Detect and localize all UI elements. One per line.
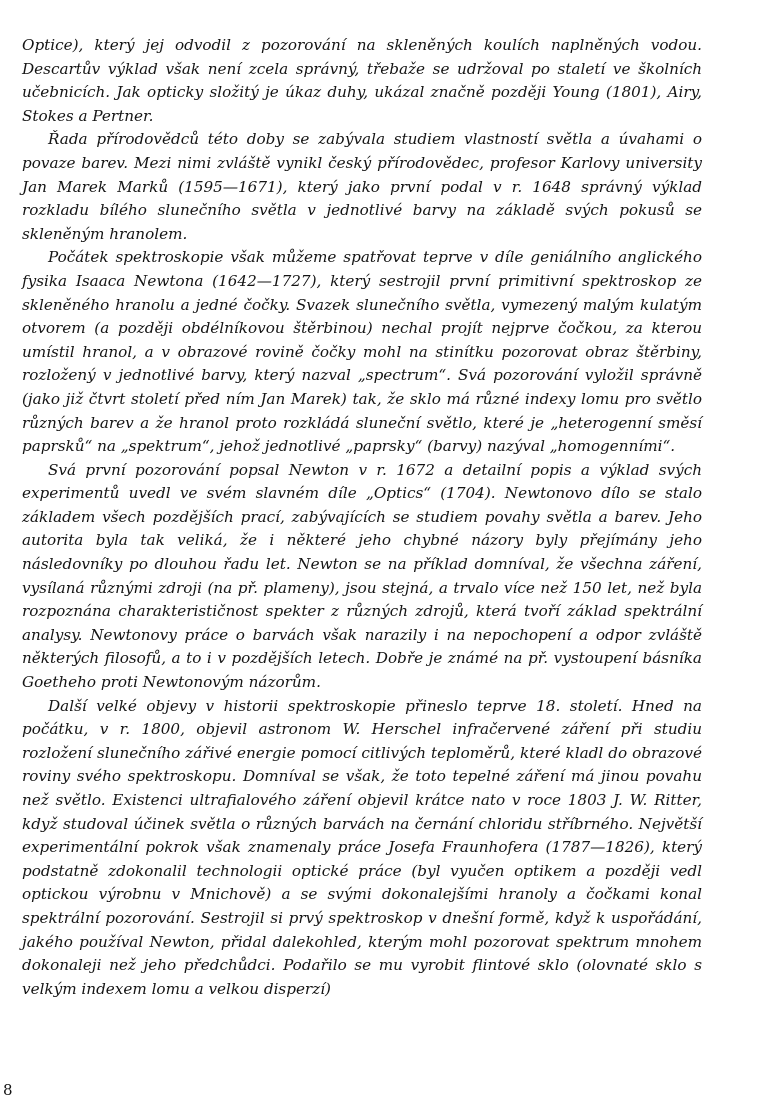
paragraph-2: Řada přírodovědců této doby se zabývala studiem vlastností světla a úvahami o povaze barev. Mezi nimi zvláště vynikl český přírodovědec, profesor Karlovy university Jan Marek Marků (1595—1671), který jako první podal v r. 1648 správný výklad rozkladu bílého slunečního světla v jednotlivé barvy na základě svých pokusů se skleněným hranolem. bbox=[22, 130, 702, 243]
paragraph-3: Počátek spektroskopie však můžeme spatřovat teprve v díle geniálního anglického fysika Isaaca Newtona (1642—1727), který sestrojil první primitivní spektroskop ze skleněného hranolu a jedné čočky. Svazek slunečního světla, vymezený malým kulatým otvorem (a později obdélníkovou štěrbinou) nechal projít nejprve čočkou, za kterou umístil hranol, a v obrazové rovině čočky mohl na stinítku pozorovat obraz štěrbiny, rozložený v jednotlivé barvy, který nazval „spectrum“. Svá pozorování vyložil správně (jako již čtvrt století před ním Jan Marek) tak, že sklo má různé indexy lomu pro světlo různých barev a že hranol proto rozkládá sluneční světlo, které je „heterogenní směsí paprsků“ na „spektrum“, jehož jednotlivé „paprsky“ (barvy) nazýval „homogenními“. bbox=[22, 248, 702, 456]
paragraph-1: Optice), který jej odvodil z pozorování na skleněných koulích naplněných vodou. Descartův výklad však není zcela správný, třebaže se udržoval po staletí ve školních učebnicích. Jak opticky složitý je úkaz duhy, ukázal značně později Young (1801), Airy, Stokes a Pertner. bbox=[22, 36, 702, 125]
body-text bbox=[22, 34, 702, 1001]
paragraph-5: Další velké objevy v historii spektroskopie přineslo teprve 18. století. Hned na počátku, v r. 1800, objevil astronom W. Herschel infračervené záření při studiu rozložení slunečního zářivé energie pomocí citlivých teploměrů, které kladl do obrazové roviny svého spektroskopu. Domníval se však, že toto tepelné záření má jinou povahu než světlo. Existenci ultrafialového záření objevil krátce nato v roce 1803 J. W. Ritter, když studoval účinek světla o různých barvách na černání chloridu stříbrného. Největší experimentální pokrok však znamenaly práce Josefa Fraunhofera (1787—1826), který podstatně zdokonalil technologii optické práce (byl vyučen optikem a později vedl optickou výrobnu v Mnichově) a se svými dokonalejšími hranoly a čočkami konal spektrální pozorování. Sestrojil si prvý spektroskop v dnešní formě, když k uspořádání, jakého používal Newton, přidal dalekohled, kterým mohl pozorovat spektrum mnohem dokonaleji než jeho předchůdci. Podařilo se mu vyrobit flintové sklo (olovnaté sklo s velkým indexem lomu a velkou disperzí) bbox=[22, 696, 702, 998]
page-number: 8 bbox=[3, 1081, 13, 1099]
paragraph-4: Svá první pozorování popsal Newton v r. 1672 a detailní popis a výklad svých experimentů uvedl ve svém slavném díle „Optics“ (1704). Newtonovo dílo se stalo základem všech pozdějších prací, zabývajících se studiem povahy světla a barev. Jeho autorita byla tak veliká, že i některé jeho chybné názory byly přejímány jeho následovníky po dlouhou řadu let. Newton se na příklad domníval, že všechna záření, vysílaná různými zdroji (na př. plameny), jsou stejná, a trvalo více než 150 let, než byla rozpoznána charakterističnost spekter z různých zdrojů, která tvoří základ spektrální analysy. Newtonovy práce o barvách však narazily i na nepochopení a odpor zvláště některých filosofů, a to i v pozdějších letech. Dobře je známé na př. vystoupení básníka Goetheho proti Newtonovým názorům. bbox=[22, 460, 702, 692]
